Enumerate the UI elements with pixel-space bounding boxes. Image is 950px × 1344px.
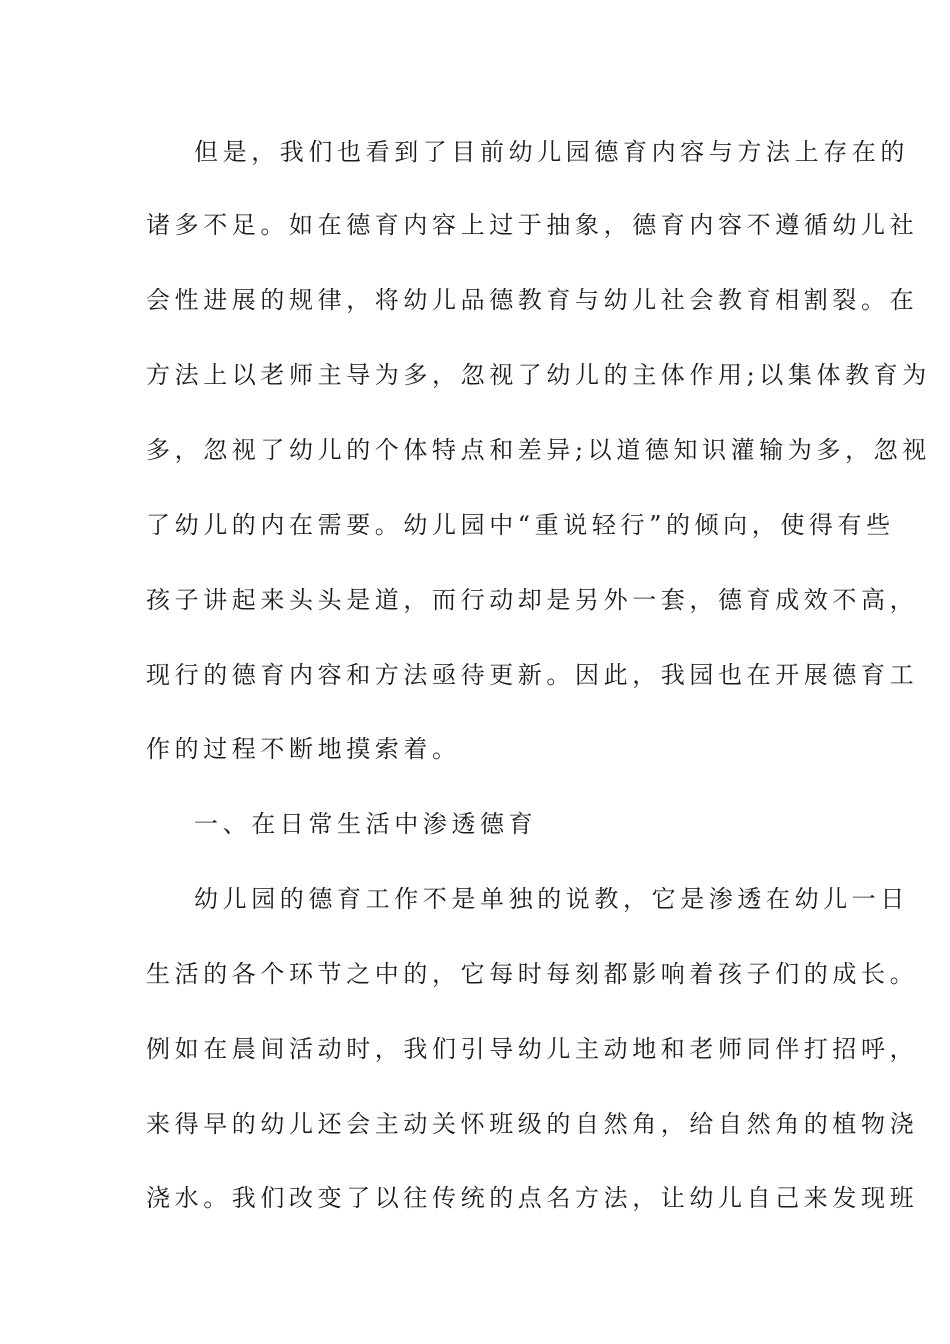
paragraph-1-line-2: 诸多不足。如在德育内容上过于抽象，德育内容不遵循幼儿社 [146, 211, 919, 239]
paragraph-2-line-2: 生活的各个环节之中的，它每时每刻都影响着孩子们的成长。 [146, 960, 919, 988]
paragraph-1-line-5: 多，忽视了幼儿的个体特点和差异;以道德知识灌输为多，忽视 [146, 436, 931, 464]
paragraph-1-line-3: 会性进展的规律，将幼儿品德教育与幼儿社会教育相割裂。在 [146, 286, 919, 314]
paragraph-2-line-1: 幼儿园的德育工作不是单独的说教，它是渗透在幼儿一日 [194, 885, 909, 913]
paragraph-2-line-3: 例如在晨间活动时，我们引导幼儿主动地和老师同伴打招呼， [146, 1035, 919, 1063]
paragraph-2-line-4: 来得早的幼儿还会主动关怀班级的自然角，给自然角的植物浇 [146, 1110, 919, 1138]
paragraph-1-line-1: 但是，我们也看到了目前幼儿园德育内容与方法上存在的 [194, 138, 909, 166]
paragraph-1-line-9: 作的过程不断地摸索着。 [146, 735, 461, 763]
paragraph-2-line-5: 浇水。我们改变了以往传统的点名方法，让幼儿自己来发现班 [146, 1184, 919, 1212]
paragraph-1-line-6: 了幼儿的内在需要。幼儿园中“重说轻行”的倾向，使得有些 [146, 511, 895, 539]
paragraph-1-line-7: 孩子讲起来头头是道，而行动却是另外一套，德育成效不高， [146, 586, 919, 614]
paragraph-1-line-8: 现行的德育内容和方法亟待更新。因此，我园也在开展德育工 [146, 661, 919, 689]
paragraph-1-line-4: 方法上以老师主导为多，忽视了幼儿的主体作用;以集体教育为 [146, 361, 931, 389]
section-heading: 一、在日常生活中渗透德育 [194, 810, 538, 838]
